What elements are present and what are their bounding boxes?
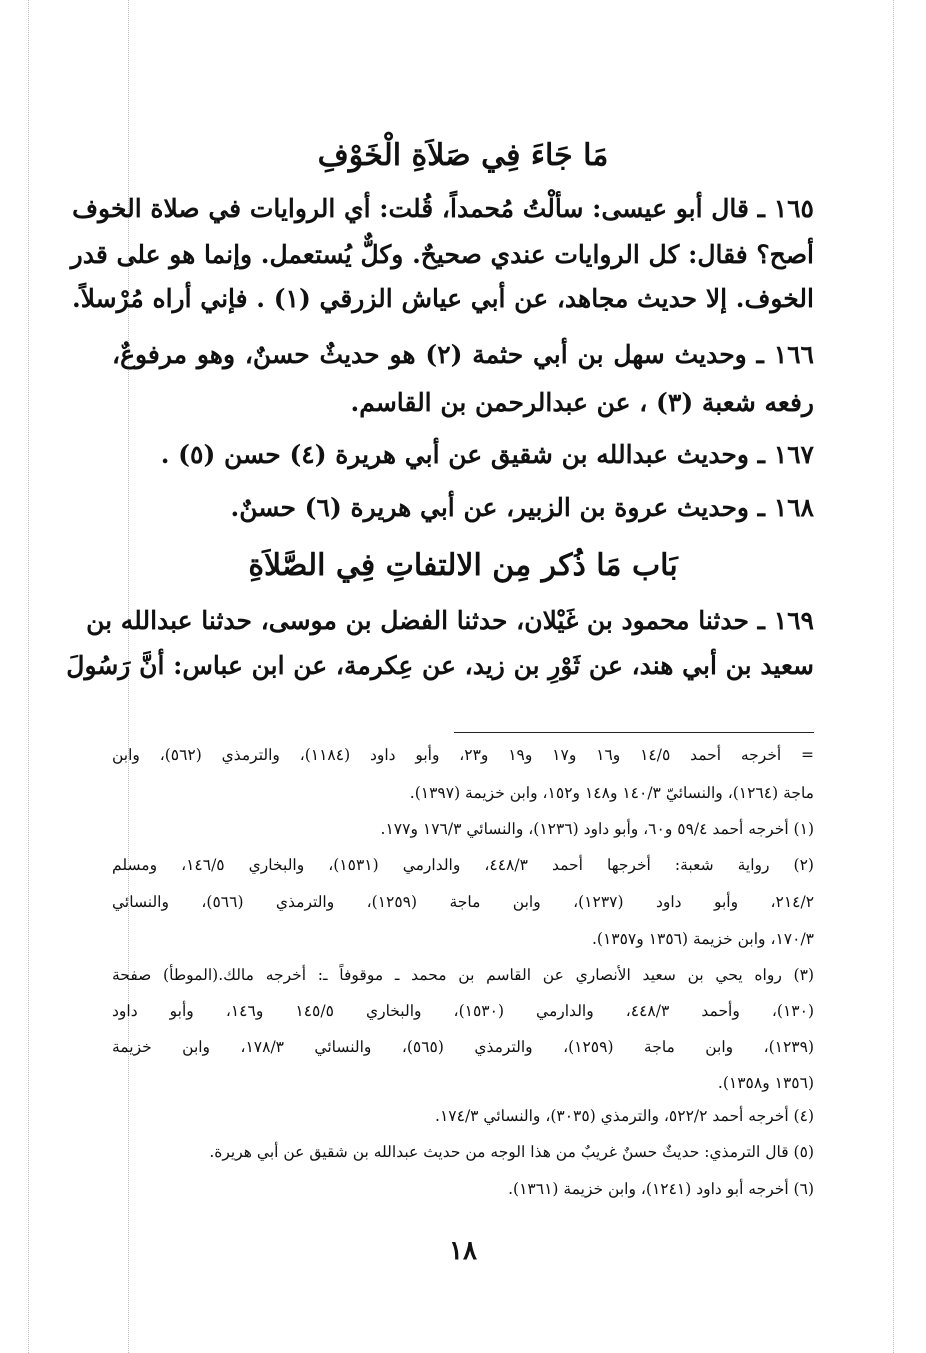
- footnote-2-line-2: ٢١٤/٢، وأبو داود (١٢٣٧)، وابن ماجة (١٢٥٩)، والترمذي (٥٦٦)، والنسائي: [112, 893, 815, 911]
- right-margin-dotted-line: [893, 0, 894, 1353]
- page-number: ١٨: [449, 1236, 477, 1266]
- para-166-line-1: ١٦٦ ـ وحديث سهل بن أبي حثمة (٢) هو حديثٌ حسنٌ، وهو مرفوعٌ،: [112, 340, 814, 369]
- left-margin-dotted-line: [28, 0, 29, 1353]
- footnote-3-line-2: (١٣٠)، وأحمد ٤٤٨/٣، والدارمي (١٥٣٠)، والبخاري ١٤٥/٥ و١٤٦، وأبو داود: [112, 1002, 814, 1020]
- footnote-4: (٤) أخرجه أحمد ٥٢٢/٢، والترمذي (٣٠٣٥)، والنسائي ١٧٤/٣.: [435, 1107, 814, 1125]
- chapter-heading: مَا جَاءَ فِي صَلاَةِ الْخَوْفِ: [317, 138, 609, 173]
- footnote-continuation-line-1: = أخرجه أحمد ١٤/٥ و١٦ و١٧ و١٩ و٢٣، وأبو داود (١١٨٤)، والترمذي (٥٦٢)، وابن: [112, 746, 814, 764]
- para-167: ١٦٧ ـ وحديث عبدالله بن شقيق عن أبي هريرة (٤) حسن (٥) .: [160, 440, 814, 469]
- para-168: ١٦٨ ـ وحديث عروة بن الزبير، عن أبي هريرة (٦) حسنٌ.: [230, 493, 814, 522]
- para-166-line-2: رفعه شعبة (٣) ، عن عبدالرحمن بن القاسم.: [350, 388, 814, 417]
- para-169-line-2: سعيد بن أبي هند، عن ثَوْرِ بن زيد، عن عِكرمة، عن ابن عباس: أنَّ رَسُولَ: [66, 651, 814, 680]
- para-165-line-3: الخوف. إلا حديث مجاهد، عن أبي عياش الزرقي (١) . فإني أراه مُرْسلاً.: [72, 284, 814, 313]
- para-165-line-1: ١٦٥ ـ قال أبو عيسى: سألْتُ مُحمداً، قُلت: أي الروايات في صلاة الخوف: [72, 194, 814, 223]
- para-169-line-1: ١٦٩ ـ حدثنا محمود بن غَيْلان، حدثنا الفضل بن موسى، حدثنا عبدالله بن: [86, 606, 814, 635]
- footnote-3-line-3: (١٢٣٩)، وابن ماجة (١٢٥٩)، والترمذي (٥٦٥)، والنسائي ١٧٨/٣، وابن خزيمة: [112, 1038, 815, 1056]
- footnote-6: (٦) أخرجه أبو داود (١٢٤١)، وابن خزيمة (١٣٦١).: [508, 1180, 814, 1198]
- footnote-2-line-3: ١٧٠/٣، وابن خزيمة (١٣٥٦ و١٣٥٧).: [591, 930, 814, 948]
- footnote-3-line-4: (١٣٥٦ و١٣٥٨).: [717, 1074, 814, 1092]
- footnote-1: (١) أخرجه أحمد ٥٩/٤ و٦٠، وأبو داود (١٢٣٦)، والنسائي ١٧٦/٣ و١٧٧.: [380, 820, 814, 838]
- footnote-separator: [454, 732, 814, 733]
- footnote-continuation-line-2: ماجة (١٢٦٤)، والنسائيّ ١٤٠/٣ و١٤٨ و١٥٢، وابن خزيمة (١٣٩٧).: [409, 784, 814, 802]
- footnote-5: (٥) قال الترمذي: حديثٌ حسنٌ غريبٌ من هذا الوجه من حديث عبدالله بن شقيق عن أبي هريرة.: [209, 1143, 814, 1161]
- footnote-3-line-1: (٣) رواه يحي بن سعيد الأنصاري عن القاسم بن محمد ـ موقوفاً ـ: أخرجه مالك.(الموطأ) صفحة: [112, 966, 814, 984]
- para-165-line-2: أصح؟ فقال: كل الروايات عندي صحيحٌ. وكلٌّ يُستعمل. وإنما هو على قدر: [70, 240, 814, 269]
- footnote-2-line-1: (٢) رواية شعبة: أخرجها أحمد ٤٤٨/٣، والدارمي (١٥٣١)، والبخاري ١٤٦/٥، ومسلم: [112, 856, 814, 874]
- chapter-heading-2: بَاب مَا ذُكر مِن الالتفاتِ فِي الصَّلاَةِ: [248, 548, 678, 583]
